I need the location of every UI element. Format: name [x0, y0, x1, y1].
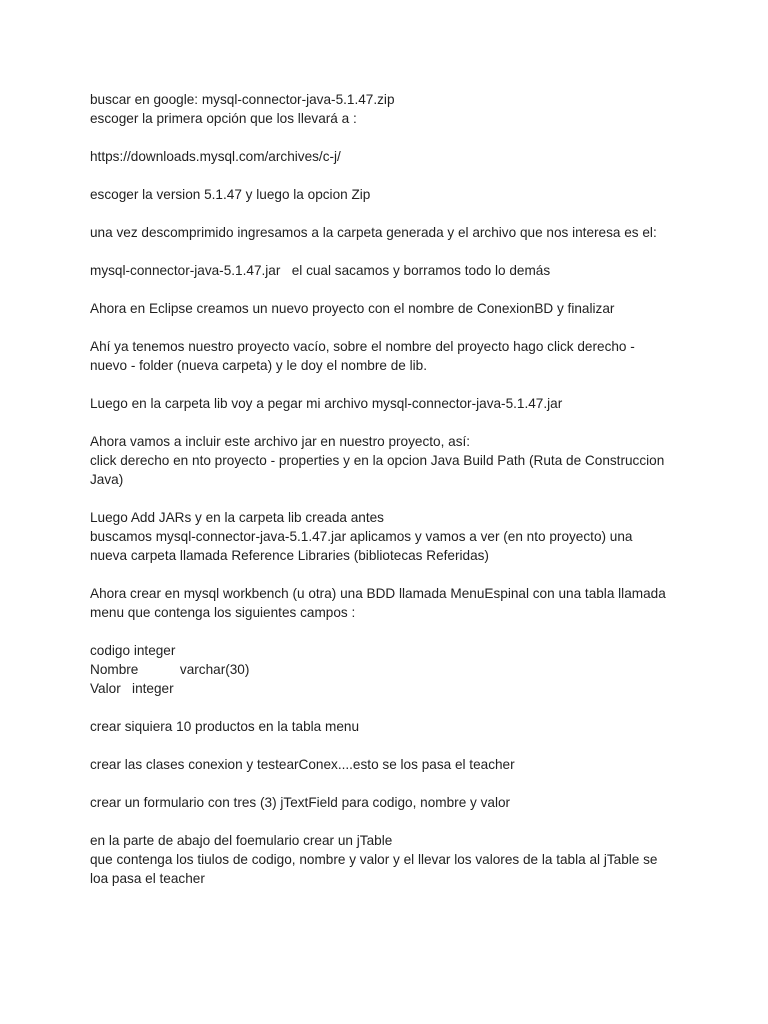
- paragraph-download-url: [90, 147, 690, 166]
- paragraph-search-google: [90, 90, 690, 128]
- text-line: crear siquiera 10 productos en la tabla menu: [90, 719, 360, 734]
- text-line: Ahora en Eclipse creamos un nuevo proyecto con el nombre de ConexionBD y finalizar: [90, 301, 615, 316]
- document-page: [90, 90, 690, 907]
- text-line: escoger la version 5.1.47 y luego la opcion Zip: [90, 187, 371, 202]
- text-line: buscar en google: mysql-connector-java-5.1.47.zip: [90, 92, 395, 107]
- paragraph-table-fields: [90, 641, 690, 698]
- paragraph-unzip: [90, 223, 690, 242]
- text-line: Ahora crear en mysql workbench (u otra) una BDD llamada MenuEspinal con una tabla llamada: [90, 586, 666, 601]
- field-line: Nombre varchar(30): [90, 662, 250, 677]
- paragraph-choose-version: [90, 185, 690, 204]
- text-line: Ahí ya tenemos nuestro proyecto vacío, sobre el nombre del proyecto hago click derecho -: [90, 339, 635, 354]
- text-line: Luego en la carpeta lib voy a pegar mi archivo mysql-connector-java-5.1.47.jar: [90, 396, 563, 411]
- text-line: escoger la primera opción que los llevará a :: [90, 111, 357, 126]
- text-line: crear las clases conexion y testearConex....esto se los pasa el teacher: [90, 757, 515, 772]
- paragraph-create-form: [90, 793, 690, 812]
- paragraph-jar-file: [90, 261, 690, 280]
- paragraph-create-classes: [90, 755, 690, 774]
- text-line: una vez descomprimido ingresamos a la carpeta generada y el archivo que nos interesa es el:: [90, 225, 657, 240]
- paragraph-create-products: [90, 717, 690, 736]
- paragraph-eclipse-project: [90, 299, 690, 318]
- text-line: Ahora vamos a incluir este archivo jar en nuestro proyecto, así:: [90, 434, 471, 449]
- text-line: nuevo - folder (nueva carpeta) y le doy el nombre de lib.: [90, 358, 428, 373]
- text-line: click derecho en nto proyecto - properties y en la opcion Java Build Path (Ruta de Construccion: [90, 453, 665, 468]
- text-line: nueva carpeta llamada Reference Libraries (bibliotecas Referidas): [90, 548, 489, 563]
- paragraph-create-database: [90, 584, 690, 622]
- field-line: Valor integer: [90, 681, 174, 696]
- paragraph-create-jtable: [90, 831, 690, 888]
- text-line: buscamos mysql-connector-java-5.1.47.jar aplicamos y vamos a ver (en nto proyecto) una: [90, 529, 633, 544]
- text-line: mysql-connector-java-5.1.47.jar el cual sacamos y borramos todo lo demás: [90, 263, 551, 278]
- paragraph-lib-folder: [90, 337, 690, 375]
- text-line: menu que contenga los siguientes campos :: [90, 605, 356, 620]
- text-line: que contenga los tiulos de codigo, nombre y valor y el llevar los valores de la tabla al jTable se: [90, 852, 658, 867]
- text-line: Luego Add JARs y en la carpeta lib creada antes: [90, 510, 384, 525]
- paragraph-add-jars: [90, 508, 690, 565]
- text-line: crear un formulario con tres (3) jTextField para codigo, nombre y valor: [90, 795, 511, 810]
- text-line: Java): [90, 472, 124, 487]
- text-line: loa pasa el teacher: [90, 871, 205, 886]
- paragraph-include-jar: [90, 432, 690, 489]
- paragraph-paste-jar: [90, 394, 690, 413]
- field-line: codigo integer: [90, 643, 176, 658]
- download-url: https://downloads.mysql.com/archives/c-j/: [90, 149, 341, 164]
- text-line: en la parte de abajo del foemulario crear un jTable: [90, 833, 393, 848]
